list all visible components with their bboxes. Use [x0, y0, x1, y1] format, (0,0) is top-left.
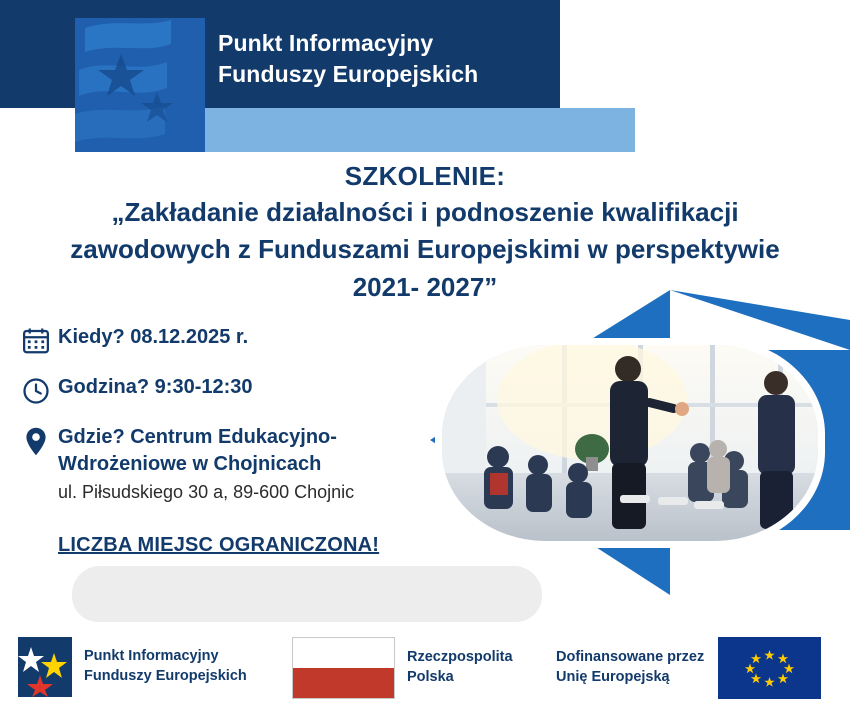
detail-place-label: Gdzie? Centrum Edukacyjno-Wdrożeniowe w Chojnicach — [58, 426, 337, 475]
detail-date-label: Kiedy? 08.12.2025 r. — [58, 326, 249, 348]
eu-flag-icon — [718, 637, 821, 699]
conference-photo — [442, 345, 818, 541]
footer-eu-line1: Dofinansowane przez — [556, 649, 705, 666]
poland-flag-red-stripe — [293, 668, 394, 698]
photo-frame — [435, 338, 825, 548]
calendar-icon — [14, 324, 58, 356]
header-title — [218, 28, 558, 89]
footer-poland-label — [407, 648, 513, 687]
page-title-subject: „Zakładanie działalności i podnoszenie kwalifikacji zawodowych z Funduszami Europejskimi w perspektywie 2021- 2027” — [70, 196, 780, 303]
page-title — [0, 160, 850, 307]
poland-flag-white-stripe — [293, 638, 394, 668]
footer-eu-group — [556, 637, 821, 699]
footer-fe-logo-group — [18, 637, 247, 697]
footer-fe-label-line2: Funduszy Europejskich — [84, 668, 247, 684]
footer-poland-line2: Polska — [407, 669, 454, 685]
header-title-line1: Punkt Informacyjny — [218, 30, 434, 56]
limited-seats-notice: LICZBA MIEJSC OGRANICZONA! — [58, 534, 380, 556]
footer-poland-group — [292, 637, 513, 699]
detail-place-address: ul. Piłsudskiego 30 a, 89-600 Chojnic — [58, 482, 355, 502]
header-banner — [0, 0, 850, 152]
fe-stars-logo-icon — [75, 18, 205, 152]
header-title-line2: Funduszy Europejskich — [218, 60, 479, 87]
map-pin-icon — [14, 424, 58, 458]
footer-logos — [0, 621, 850, 713]
footer-fe-label — [84, 647, 247, 686]
footer-poland-line1: Rzeczpospolita — [407, 649, 513, 666]
decorative-grey-shape — [72, 566, 542, 622]
footer-eu-line2: Unię Europejską — [556, 669, 670, 685]
clock-icon — [14, 374, 58, 406]
footer-eu-label — [556, 648, 704, 687]
poland-flag-icon — [292, 637, 395, 699]
detail-time-label: Godzina? 9:30-12:30 — [58, 376, 253, 398]
page-title-heading: SZKOLENIE: — [344, 161, 506, 191]
footer-fe-label-line1: Punkt Informacyjny — [84, 648, 219, 665]
fe-flag-icon — [18, 637, 72, 697]
